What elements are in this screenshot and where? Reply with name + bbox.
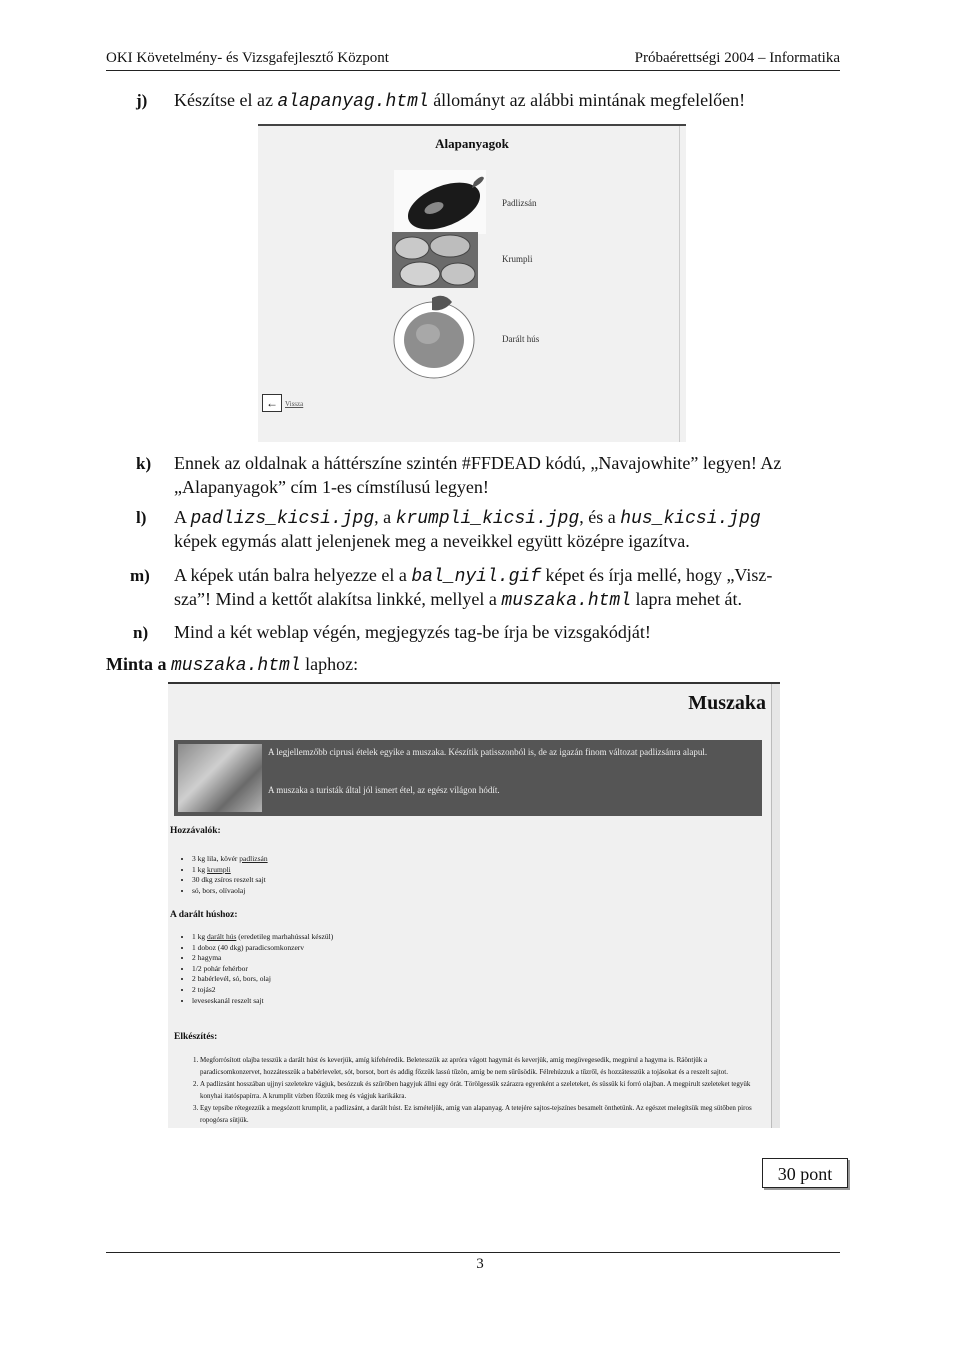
caption-krumpli: Krumpli — [502, 254, 533, 264]
task-m-before: A képek után balra helyezze el a — [174, 565, 412, 585]
minta-code: muszaka.html — [171, 656, 301, 676]
task-l-code2: krumpli_kicsi.jpg — [395, 509, 580, 529]
muszaka-title: Muszaka — [688, 692, 766, 714]
task-n-label: n) — [133, 623, 149, 642]
task-k-line1: Ennek az oldalnak a háttérszíne szintén #FFDEAD kódú, „Navajowhite” legyen! Az — [174, 453, 782, 473]
task-l-sep2: , és a — [579, 507, 621, 527]
task-l-code1: padlizs_kicsi.jpg — [190, 509, 375, 529]
prep-heading: Elkészítés: — [174, 1032, 218, 1042]
list-item: • leveseskanál reszelt sajt — [192, 996, 333, 1007]
minced-meat-image — [392, 292, 476, 380]
task-k-label: k) — [136, 454, 152, 473]
back-arrow-button[interactable] — [262, 394, 282, 412]
task-k — [106, 451, 846, 501]
task-l-line2: képek egymás alatt jelenjenek meg a neveikkel együtt középre igazítva. — [174, 531, 690, 551]
task-m-after: képet és írja mellé, hogy „Visz- — [541, 565, 773, 585]
list-item: • 1 kg krumpli — [192, 865, 268, 876]
scrollbar[interactable] — [771, 684, 780, 1128]
caption-daralt-hus: Darált hús — [502, 334, 540, 344]
footer-rule — [106, 1252, 840, 1253]
alapanyagok-screenshot — [258, 124, 686, 442]
list-item: • 3 kg lila, kövér padlizsán — [192, 854, 268, 865]
minta-after: laphoz: — [300, 654, 359, 674]
link-padlizsan[interactable]: padlizsán — [239, 854, 268, 863]
list-item: • 30 dkg zsíros reszelt sajt — [192, 875, 268, 886]
task-j-code: alapanyag.html — [277, 92, 429, 112]
header-left: OKI Követelmény- és Vizsgafejlesztő Központ — [106, 50, 389, 66]
list-item: • 1/2 pohár fehérbor — [192, 964, 333, 975]
task-m-label: m) — [130, 566, 150, 585]
eggplant-image — [394, 170, 486, 234]
list-item: 3. Egy tepsibe rétegezzük a megsózott krumplit, a padlizsánt, a darált húst. Ez ismételjük, amíg van alapanyag. A tetejére sajtos-tejszínes besamelt önthetünk. Az egészet melegítsük meg sütőben piros ropogósra sütjük. — [200, 1102, 770, 1126]
intro-banner — [174, 740, 762, 816]
task-n-text: Mind a két weblap végén, megjegyzés tag-be írja be vizsgakódját! — [174, 622, 651, 642]
list-item: • 1 doboz (40 dkg) paradicsomkonzerv — [192, 943, 333, 954]
caption-padlizsan: Padlizsán — [502, 198, 537, 208]
muszaka-photo — [178, 744, 262, 812]
task-m-line2-after: lapra mehet át. — [631, 589, 742, 609]
muszaka-screenshot — [168, 682, 780, 1128]
scrollbar[interactable] — [679, 126, 686, 442]
task-l — [106, 505, 846, 555]
banner-text-2: A muszaka a turisták által jól ismert étel, az egész világon hódít. — [268, 785, 500, 795]
task-l-code3: hus_kicsi.jpg — [620, 509, 761, 529]
list-item: • 2 tojás2 — [192, 985, 333, 996]
potato-image — [392, 232, 478, 288]
task-l-label: l) — [136, 508, 147, 527]
task-m — [106, 563, 846, 613]
task-k-line2: „Alapanyagok” cím 1-es címstílusú legyen! — [174, 477, 489, 497]
task-m-code2: muszaka.html — [501, 591, 632, 611]
alapanyagok-title: Alapanyagok — [435, 136, 509, 151]
link-daralt-hus[interactable]: darált hús — [207, 932, 237, 941]
ingredients-heading: Hozzávalók: — [170, 826, 221, 836]
banner-text-1: A legjellemzőbb ciprusi ételek egyike a muszaka. Készítik patisszonból is, de az igazán finom változat padlizsánra alapul. — [268, 747, 708, 757]
task-m-line2-before: sza”! Mind a kettőt alakítsa linkké, mellyel a — [174, 589, 502, 609]
ingredients-list — [174, 854, 268, 896]
meat-list — [174, 932, 333, 1006]
task-j-text-after: állományt az alábbi mintának megfelelően! — [428, 90, 746, 110]
page-header — [106, 50, 840, 67]
task-l-a: A — [174, 507, 191, 527]
header-rule — [106, 70, 840, 71]
meat-heading: A darált húshoz: — [170, 910, 238, 920]
header-right: Próbaérettségi 2004 – Informatika — [634, 50, 840, 66]
link-krumpli[interactable]: krumpli — [207, 864, 231, 874]
list-item: • 1 kg darált hús (eredetileg marhahússal készül) — [192, 932, 333, 943]
minta-line — [106, 652, 358, 678]
list-item: 1. Megforrósított olajba tesszük a darált húst és keverjük, amíg kifehéredik. Beletesszük az apróra vágott hagymát és keverjük, amíg megüvegesedik, megpirul a hagyma is. Ráöntjük a paradicsomkonzervet, hozzátesszük a babérlevelet, sót, borsot, bort és addig főzzük lassú tűzön, amíg be nem sűrűsödik. Félrehúzzuk a tűzről, és hozzátesszük a tojásokat és a reszelt sajtot. — [200, 1054, 770, 1078]
prep-steps — [180, 1054, 770, 1126]
left-arrow-icon: ← — [266, 395, 278, 410]
task-l-sep1: , a — [374, 507, 396, 527]
list-item: • 2 hagyma — [192, 953, 333, 964]
list-item: 2. A padlizsánt hosszában ujjnyi szeletekre vágjuk, besózzuk és szűrőben hagyjuk állni egy órát. Törölgessük szárazra egyenként a szeleteket, és süssük ki forró olajban. A megpirult szeleteket tegyük konyhai itatóspapírra. A krumplit vízben főzzük meg és vágjuk karikákra. — [200, 1078, 770, 1102]
back-link[interactable]: Vissza — [285, 400, 304, 408]
list-item: • só, bors, olívaolaj — [192, 886, 268, 897]
list-item: • 2 babérlevél, só, bors, olaj — [192, 974, 333, 985]
task-j-text-before: Készítse el az — [174, 90, 278, 110]
score-box: 30 pont — [762, 1158, 848, 1188]
minta-before: Minta a — [106, 654, 171, 674]
task-j-label: j) — [136, 91, 148, 110]
task-m-code1: bal_nyil.gif — [411, 567, 541, 587]
page-number: 3 — [476, 1256, 484, 1272]
